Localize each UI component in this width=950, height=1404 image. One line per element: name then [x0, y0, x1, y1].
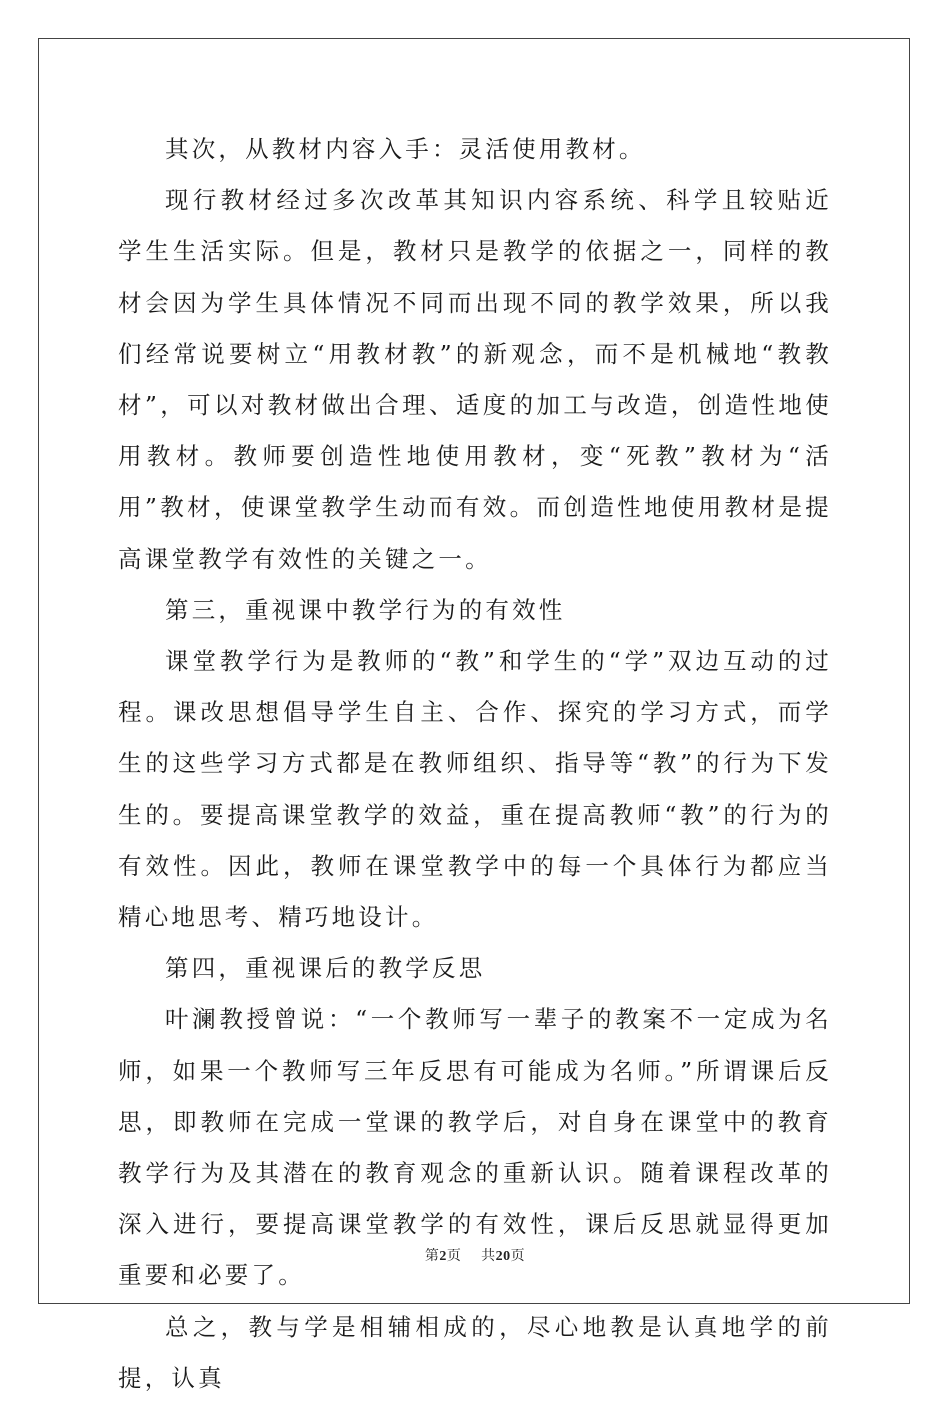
document-body: [118, 124, 832, 1404]
page-number: 第2页: [424, 1248, 462, 1264]
paragraph-teaching-behavior: 课堂教学行为是教师的“教”和学生的“学”双边互动的过程。课改思想倡导学生自主、合作、探究的学习方式，而学生的这些学习方式都是在教师组织、指导等“教”的行为下发生的。要提高课堂教学的效益，重在提高教师“教”的行为的有效性。因此，教师在课堂教学中的每一个具体行为都应当精心地思考、精巧地设计。: [118, 647, 832, 932]
page-footer: [0, 1245, 950, 1265]
heading-fourth: 第四，重视课后的教学反思: [165, 954, 486, 983]
paragraph-textbook-use: 现行教材经过多次改革其知识内容系统、科学且较贴近学生生活实际。但是，教材只是教学的依据之一，同样的教材会因为学生具体情况不同而出现不同的教学效果，所以我们经常说要树立“用教材教”的新观念，而不是机械地“教教材”，可以对教材做出合理、适度的加工与改造，创造性地使用教材。教师要创造性地使用教材，变“死教”教材为“活用”教材，使课堂教学生动而有效。而创造性地使用教材是提高课堂教学有效性的关键之一。: [118, 186, 832, 573]
heading-third: 第三，重视课中教学行为的有效性: [165, 595, 566, 624]
paragraph-textbook-approach: 其次，从教材内容入手：灵活使用教材。: [165, 135, 646, 163]
paragraph-conclusion: 总之，教与学是相辅相成的，尽心地教是认真地学的前提，认真: [118, 1312, 832, 1392]
paragraph-reflection: 叶澜教授曾说：“一个教师写一辈子的教案不一定成为名师，如果一个教师写三年反思有可能成为名师。”所谓课后反思，即教师在完成一堂课的教学后，对自身在课堂中的教育教学行为及其潜在的教育观念的重新认识。随着课程改革的深入进行，要提高课堂教学的有效性，课后反思就显得更加重要和必要了。: [118, 1005, 832, 1290]
total-pages: 共20页: [481, 1248, 526, 1264]
